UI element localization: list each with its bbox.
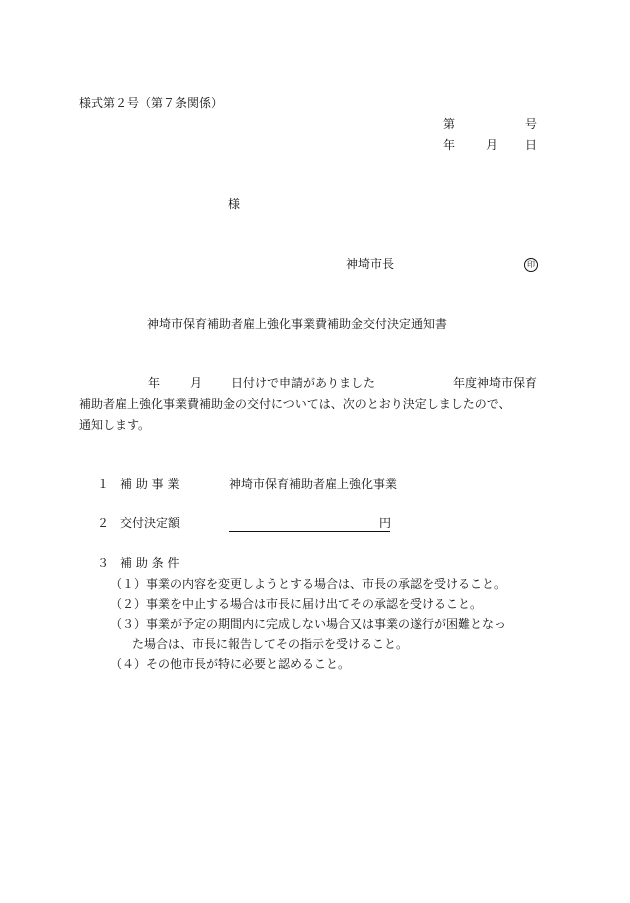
item-2-label: 交付決定額: [120, 516, 181, 530]
doc-number-prefix: 第: [443, 117, 456, 131]
document-title: 神埼市保育補助者雇上強化事業費補助金交付決定通知書: [147, 317, 448, 331]
body-month: 月: [190, 376, 203, 390]
body-line-2: 補助者雇上強化事業費補助金の交付については、次のとおり決定しましたので、: [79, 397, 511, 411]
date-month: 月: [486, 138, 499, 152]
condition-3: （３）事業が予定の期間内に完成しない場合又は事業の遂行が困難となっ: [110, 617, 507, 631]
seal-icon: 印: [524, 258, 538, 272]
item-3-number: ３: [97, 556, 110, 570]
item-3-label: 補 助 条 件: [120, 556, 180, 570]
body-line-3: 通知します。: [79, 418, 151, 432]
item-1-label: 補 助 事 業: [120, 477, 180, 491]
body-year: 年: [148, 376, 161, 390]
doc-number-suffix: 号: [525, 117, 538, 131]
grant-amount-field: [229, 517, 390, 532]
addressee-honorific: 様: [228, 197, 241, 211]
body-fiscal: 年度神埼市保育: [453, 376, 538, 390]
condition-1: （１）事業の内容を変更しようとする場合は、市長の承認を受けること。: [110, 577, 507, 591]
item-1-number: １: [97, 477, 110, 491]
body-dated: 日付けで申請がありました: [231, 376, 376, 390]
item-2-unit: 円: [379, 516, 392, 530]
condition-4: （４）その他市長が特に必要と認めること。: [110, 657, 351, 671]
form-label: 様式第２号（第７条関係）: [79, 96, 224, 110]
issuer-name: 神埼市長: [346, 257, 395, 271]
item-1-value: 神埼市保育補助者雇上強化事業: [229, 477, 398, 491]
condition-2: （２）事業を中止する場合は市長に届け出てその承認を受けること。: [110, 597, 483, 611]
date-day: 日: [525, 138, 538, 152]
condition-3-continued: た場合は、市長に報告してその指示を受けること。: [132, 637, 409, 651]
item-2-number: ２: [97, 516, 110, 530]
date-year: 年: [443, 138, 456, 152]
